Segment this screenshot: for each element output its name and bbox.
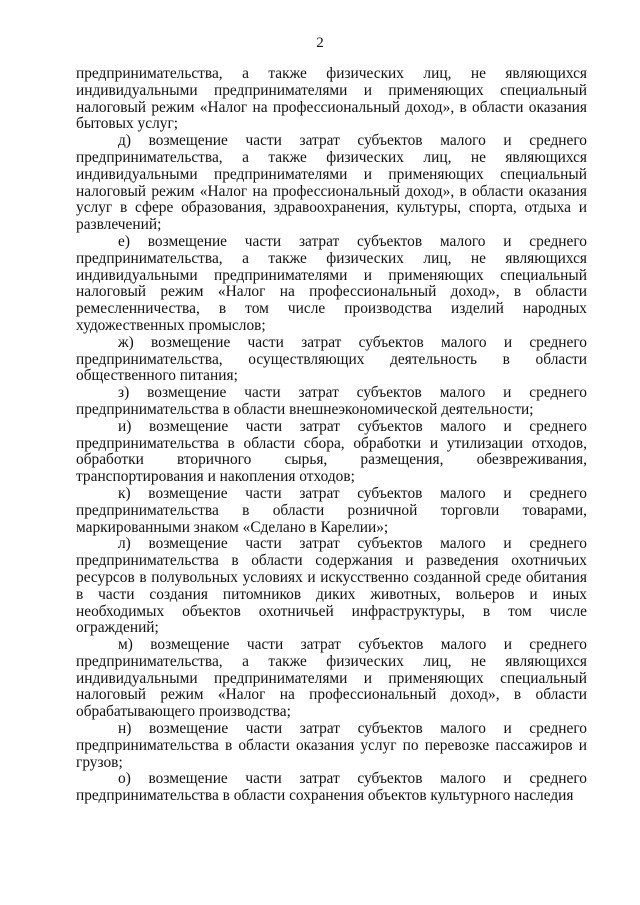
paragraph-item-e: е) возмещение части затрат субъектов малого и среднего предпринимательства, а также физических лиц, не являющихся индивидуальными предпринимателями и применяющих специальный налоговый режим «Налог на профессиональный доход», в области ремесленничества, в том числе производства изделий народных художественных промыслов; (76, 232, 587, 334)
paragraph-item-o: о) возмещение части затрат субъектов малого и среднего предпринимательства в области сохранения объектов культурного наследия (76, 770, 587, 805)
paragraph-item-l: л) возмещение части затрат субъектов малого и среднего предпринимательства в области содержания и разведения охотничьих ресурсов в полувольных условиях и искусственно созданной среде обитания в части создания питомников диких животных, вольеров и иных необходимых объектов охотничьей инфраструктуры, в том числе ограждений; (76, 535, 587, 637)
paragraph-item-i: и) возмещение части затрат субъектов малого и среднего предпринимательства в области сбора, обработки и утилизации отходов, обработки вторичного сырья, размещения, обезвреживания, транспортирования и накопления отходов; (76, 417, 587, 486)
paragraph-item-n: н) возмещение части затрат субъектов малого и среднего предпринимательства в области оказания услуг по перевозке пассажиров и грузов; (76, 720, 587, 771)
page-number: 2 (316, 35, 324, 51)
paragraph-item-m: м) возмещение части затрат субъектов малого и среднего предпринимательства, а также физических лиц, не являющихся индивидуальными предпринимателями и применяющих специальный налоговый режим «Налог на профессиональный доход», в области обрабатывающего производства; (76, 636, 587, 721)
paragraph-item-k: к) возмещение части затрат субъектов малого и среднего предпринимательства в области розничной торговли товарами, маркированными знаком «Сделано в Карелии»; (76, 484, 587, 536)
paragraph-continuation: предпринимательства, а также физических лиц, не являющихся индивидуальными предпринимателями и применяющих специальный налоговый режим «Налог на профессиональный доход», в области оказания бытовых услуг; (76, 65, 587, 133)
paragraph-item-zh: ж) возмещение части затрат субъектов малого и среднего предпринимательства, осуществляющих деятельность в области общественного питания; (76, 333, 587, 385)
paragraph-item-d: д) возмещение части затрат субъектов малого и среднего предпринимательства, а также физических лиц, не являющихся индивидуальными предпринимателями и применяющих специальный налоговый режим «Налог на профессиональный доход», в области оказания услуг в сфере образования, здравоохранения, культуры, спорта, отдыха и развлечений; (76, 132, 587, 234)
document-body (76, 66, 587, 805)
paragraph-item-z: з) возмещение части затрат субъектов малого и среднего предпринимательства в области внешнеэкономической деятельности; (76, 384, 587, 418)
